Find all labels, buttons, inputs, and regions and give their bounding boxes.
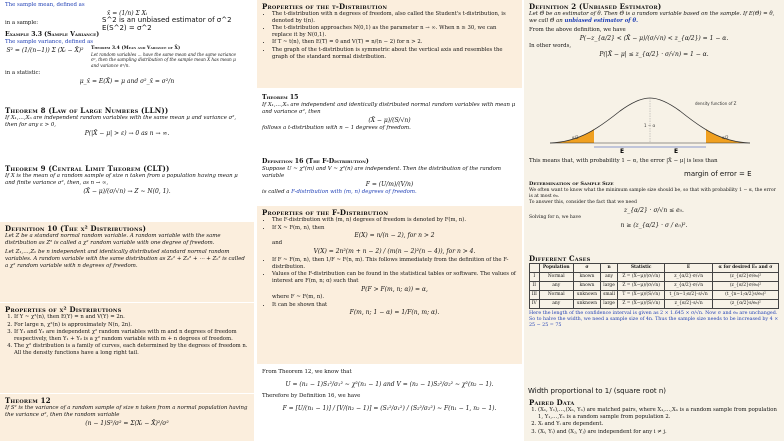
f-props-list xyxy=(262,217,517,317)
thm12-title: Theorem 12 xyxy=(5,396,51,405)
sample-mean-intro: The sample mean, defined as xyxy=(5,2,85,8)
def10-line1: Let Z be a standard normal random variable. A random variable with the same distribution as Z² is called a χ² random variable with one degree of freedom. xyxy=(5,233,221,246)
f-prop: • It can be shown that F(m, n; 1 − α) = 1/F(n, m; α). xyxy=(272,302,517,318)
stat-formula: μ_x̄ = E(X̄) = μ and σ²_x̄ = σ²/n xyxy=(79,78,175,86)
table-cell: (t_{n−1;α/2}s/e₀)² xyxy=(713,291,779,300)
therefore-text: Therefore by Definition 16, we have xyxy=(262,393,361,399)
center-area-label: 1 − α xyxy=(644,123,656,128)
cases-section xyxy=(524,252,784,364)
width-note: Width proportional to 1/ (square root n) xyxy=(528,387,667,395)
def16-formula: F = (U/m)/(V/n) xyxy=(365,181,414,188)
table-cell: t_{n−1;α/2}·s/√n xyxy=(665,291,713,300)
sample-mean-section xyxy=(0,0,254,104)
table-cell: (z_{α/2}σ/e₀)² xyxy=(713,282,779,291)
unbiased-section xyxy=(524,0,784,95)
paired-title: Paired Data xyxy=(529,398,575,407)
table-header-cell: Population xyxy=(539,264,573,273)
thm15-text: If X₁,…,Xₙ are independent and identically distributed normal random variables with mean μ and variance σ², then xyxy=(262,102,516,115)
paired-item: 2. Xᵢ and Yᵢ are dependent. xyxy=(538,421,779,428)
sample-size-section xyxy=(524,178,784,252)
column-2 xyxy=(257,0,522,441)
where-text: where F ~ F(m, n). xyxy=(272,293,325,300)
def2-text: Let Θ̂ be an estimator of θ. Then Θ̂ is a random variable based on the sample. If E(Θ̂) = θ, we call Θ̂ an unbiased estimator of θ. xyxy=(529,11,775,24)
in-other-words: In other words, xyxy=(529,43,572,49)
theorem-12-section xyxy=(0,394,254,441)
table-cell: Normal xyxy=(539,291,573,300)
thm12-text: If S² is the variance of a random sample of size n taken from a normal population having the variance σ², then the random variable xyxy=(5,405,248,418)
table-cell: known xyxy=(573,282,600,291)
and-label: and xyxy=(272,240,283,247)
sample-size-title: Determination of Sample Size xyxy=(529,181,614,187)
chi-prop: 2. For large n, χ²(n) is approximately N(n, 2n). xyxy=(14,322,249,329)
f-derivation-section xyxy=(257,364,522,441)
def16-after: is called a F-distribution with (m, n) degrees of freedom. xyxy=(262,189,417,195)
table-cell: Z = (X̄−μ)/(S/√n) xyxy=(618,300,665,309)
theorem-3-4-title: Theorem 3.4 (Mean and Variance of X̄) xyxy=(91,46,181,51)
def16-text: Suppose U ~ χ²(m) and V ~ χ²(n) are independent. Then the distribution of the random variable xyxy=(262,166,501,179)
thm15-title: Theorem 15 xyxy=(262,94,299,101)
table-cell: Z = (X̄−μ)/(σ/√n) xyxy=(618,273,665,282)
table-row xyxy=(530,291,779,300)
column-1 xyxy=(0,0,254,441)
f-prop: • If X ~ F(m, n), then E(X) = n/(n − 2), for n > 2 and V(X) = 2n²(m + n − 2) / (m(n − 2)²(n − 4)), for n > 4. xyxy=(272,225,517,257)
table-cell: (z_{α/2}σ/e₀)² xyxy=(713,273,779,282)
sample-size-ineq: z_{α/2} · σ/√n ≤ e₀. xyxy=(624,207,684,214)
f-prop: • If F ~ F(m, n), then 1/F ~ F(n, m). This follows immediately from the definition of the F-distribution. xyxy=(272,257,517,270)
theorem-3-4-text: Let random variables ... have the same mean and the same variance σ², then the sampling distribution of the sample mean X̄ has mean μ and variance σ²/n. xyxy=(91,52,236,68)
theorem-15-section xyxy=(257,88,522,152)
sample-size-nformula: n ≥ (z_{α/2} · σ / e₀)². xyxy=(620,222,688,229)
def2-title: Definition 2 (Unbiased Estimator) xyxy=(529,2,662,11)
table-row xyxy=(530,282,779,291)
table-header-cell: σ xyxy=(573,264,600,273)
paired-item: 3. (Xᵢ, Yᵢ) and (Xⱼ, Yⱼ) are independent for any i ≠ j. xyxy=(538,429,779,436)
f-props-title: Properties of the F-Distribution xyxy=(262,208,389,217)
table-cell: Z = (X̄−μ)/(σ/√n) xyxy=(618,282,665,291)
table-cell: IV xyxy=(530,300,540,309)
sample-size-text: We often want to know what the minimum sample size should be, so that with probability 1 − α, the error is at most e₀. xyxy=(529,188,776,199)
table-cell: I xyxy=(530,273,540,282)
table-cell: z_{α/2}·s/√n xyxy=(665,300,713,309)
from-above: From the above definition, we have xyxy=(529,27,626,33)
clt-title: Theorem 9 (Central Limit Theorem (CLT)) xyxy=(5,164,170,173)
paired-item: 1. (X₁, Y₁),…,(Xₙ, Yₙ) are matched pairs, where X₁,…,Xₙ is a random sample from population 1, Y₁,…,Yₙ is a random sample from population 2. xyxy=(538,407,779,420)
inv-formula: F(m, n; 1 − α) = 1/F(n, m; α). xyxy=(349,309,440,317)
table-cell: any xyxy=(600,273,617,282)
table-header-cell: α for desired E₀ and σ xyxy=(713,264,779,273)
clt-text: If X is the mean of a random sample of size n taken from a population having mean μ and finite variance σ², then, as n → ∞, xyxy=(5,173,238,186)
t-prop: • If T ~ t(n), then E(T) = 0 and V(T) = n/(n − 2) for n > 2. xyxy=(272,39,517,46)
lln-title: Theorem 8 (Law of Large Numbers (LLN)) xyxy=(5,106,169,115)
left-tail-label: α/2 xyxy=(572,135,579,140)
normal-curve-figure xyxy=(550,95,750,153)
vx-formula: V(X) = 2n²(m + n − 2) / (m(n − 2)²(n − 4)), for n > 4. xyxy=(313,248,476,256)
example-title: Example 3.3 (Sample Variance) xyxy=(5,31,100,38)
table-cell: any xyxy=(539,300,573,309)
def16-section xyxy=(257,152,522,206)
table-header-row xyxy=(530,264,779,273)
cases-title: Different Cases xyxy=(529,254,591,263)
table-cell: known xyxy=(573,273,600,282)
clt-section xyxy=(0,162,254,222)
lln-text: If X₁,…,Xₙ are independent random variables with the same mean μ and variance σ², then for any ε > 0, xyxy=(5,115,237,128)
lln-section xyxy=(0,104,254,162)
def16-title: Definition 16 (The F-Distribution) xyxy=(262,158,369,165)
uv-formula: U = (n₁ − 1)S₁²/σ₁² ~ χ²(n₁ − 1) and V = (n₂ − 1)S₂²/σ₂² ~ χ²(n₂ − 1). xyxy=(285,381,494,388)
chi-props-title: Properties of χ² Distributions xyxy=(5,305,122,314)
column-3 xyxy=(524,0,784,441)
p1-formula: P(−z_{α/2} < (X̄ − μ)/(σ/√n) < z_{α/2}) = 1 − α. xyxy=(579,35,729,42)
table-row xyxy=(530,273,779,282)
e-label-left: E xyxy=(620,148,625,153)
chi-prop: 1. If Y ~ χ²(n), then E(Y) = n and V(Y) = 2n. xyxy=(14,314,249,321)
table-cell: T = (X̄−μ)/(S/√n) xyxy=(618,291,665,300)
ex-formula: E(X) = n/(n − 2), for n > 2 xyxy=(354,232,435,240)
paired-section xyxy=(524,396,784,441)
t-prop: • The t-distribution approaches N(0,1) as the parameter n → ∞. When n ≥ 30, we can replace it by N(0,1). xyxy=(272,25,517,38)
table-cell: (z_{α/2}s/e₀)² xyxy=(713,300,779,309)
from-text: From Theorem 12, we know that xyxy=(262,369,352,375)
chi-props-list xyxy=(5,314,249,357)
table-cell: Normal xyxy=(539,273,573,282)
t-props-list xyxy=(262,11,517,60)
table-cell: small xyxy=(600,291,617,300)
thm15-after: follows a t-distribution with n − 1 degrees of freedom. xyxy=(262,125,411,131)
clt-formula: (X̄ − μ)/(σ/√n) → Z ~ N(0, 1). xyxy=(83,188,171,195)
right-tail-label: α/2 xyxy=(722,135,729,140)
table-cell: large xyxy=(600,282,617,291)
table-cell: z_{α/2}·σ/√n xyxy=(665,273,713,282)
table-header-cell: Statistic xyxy=(618,264,665,273)
table-cell: any xyxy=(539,282,573,291)
table-cell: II xyxy=(530,282,540,291)
f-prop: • Values of the F-distribution can be found in the statistical tables or software. The values of interest are F(m, n; α) such that P(F > F(m, n; α)) = α, where F ~ F(m, n). xyxy=(272,271,517,300)
chi-def-section xyxy=(0,222,254,302)
chi-prop: 4. The χ² distribution is a family of curves, each determined by the degrees of freedom n. All the density functions have a long right tail. xyxy=(14,343,249,356)
table-cell: unknown xyxy=(573,291,600,300)
f-prop: • The F-distribution with (m, n) degrees of freedom is denoted by F(m, n). xyxy=(272,217,517,224)
thm12-formula: (n − 1)S²/σ² = Σ(Xᵢ − X̄)²/σ² xyxy=(85,420,169,427)
blue-note: Here the length of the confidence interval is given as 2 × 1.645 × σ/√n. Now σ and e₀ are unchanged. So to halve the width, we need a sample size of 4n. Thus the sample size needs to be increased by 4 × 25 − 25 = 75 xyxy=(529,311,779,329)
e-label-right: E xyxy=(674,148,679,153)
table-cell: z_{α/2}·σ/√n xyxy=(665,282,713,291)
sample-mean-formula: x̄ = (1/n) Σ Xᵢ xyxy=(106,10,148,17)
table-cell: III xyxy=(530,291,540,300)
table-header-cell: n xyxy=(600,264,617,273)
t-props-section xyxy=(257,0,522,88)
sample-size-solving: Solving for n, we have xyxy=(529,215,581,220)
table-cell: large xyxy=(600,300,617,309)
table-header-cell xyxy=(530,264,540,273)
f-props-section xyxy=(257,206,522,364)
in-a-statistic: in a statistic: xyxy=(5,70,41,77)
t-prop: • The t-distribution with n degrees of freedom, also called the Student's t-distribution, is denoted by t(n). xyxy=(272,11,517,24)
means-text: This means that, with probability 1 − α, the error |X̄ − μ| is less than xyxy=(529,158,718,164)
chi-prop: 3. If Y₁ and Y₂ are independent χ² random variables with m and n degrees of freedom respectively, then Y₁ + Y₂ is a χ² random variable with m + n degrees of freedom. xyxy=(14,329,249,342)
t-prop: • The graph of the t-distribution is symmetric about the vertical axis and resembles the graph of the standard normal distribution. xyxy=(272,47,517,60)
paired-list xyxy=(529,407,779,435)
curve-label: density function of Z xyxy=(695,101,737,106)
chi-props-section xyxy=(0,303,254,393)
thm15-formula: (X̄ − μ)/(S/√n) xyxy=(368,117,411,124)
example-text: The sample variance, defined as xyxy=(5,39,94,45)
p2-formula: P(|X̄ − μ| ≤ z_{α/2} · σ/√n) = 1 − α. xyxy=(599,51,709,58)
unbiased-handwritten-note: S^2 is an unbiased estimator of σ^2 E(S^2) = σ^2 xyxy=(102,16,232,32)
def10-line2: Let Z₁,…,Zₙ be n independent and identically distributed standard normal random variables. A random variable with the same distribution as Z₁² + Z₂² + ⋯ + Zₙ² is called a χ² random variable with n degrees of freedom. xyxy=(5,249,245,269)
p-formula: P(F > F(m, n; α)) = α, xyxy=(361,285,428,293)
margin-of-error-note: margin of error = E xyxy=(684,170,752,178)
sample-variance-formula: S² = (1/(n−1)) Σ (Xᵢ − X̄)² xyxy=(6,47,84,54)
table-header-cell: E xyxy=(665,264,713,273)
table-cell: unknown xyxy=(573,300,600,309)
in-a-sample: in a sample: xyxy=(5,20,39,26)
final-formula: F = [U/(n₁ − 1)] / [V/(n₂ − 1)] = (S₁²/σ₁²) / (S₂²/σ₂²) ~ F(n₁ − 1, n₂ − 1). xyxy=(282,405,497,412)
def10-title: Definition 10 (The χ² Distributions) xyxy=(5,224,147,233)
table-row xyxy=(530,300,779,309)
sample-size-answer: To answer this, consider the fact that we need xyxy=(529,200,637,205)
lln-formula: P(|X̄ − μ| > ε) → 0 as n → ∞. xyxy=(84,130,170,137)
t-props-title: Properties of the t-Distribution xyxy=(262,2,388,11)
cases-table xyxy=(529,263,779,309)
